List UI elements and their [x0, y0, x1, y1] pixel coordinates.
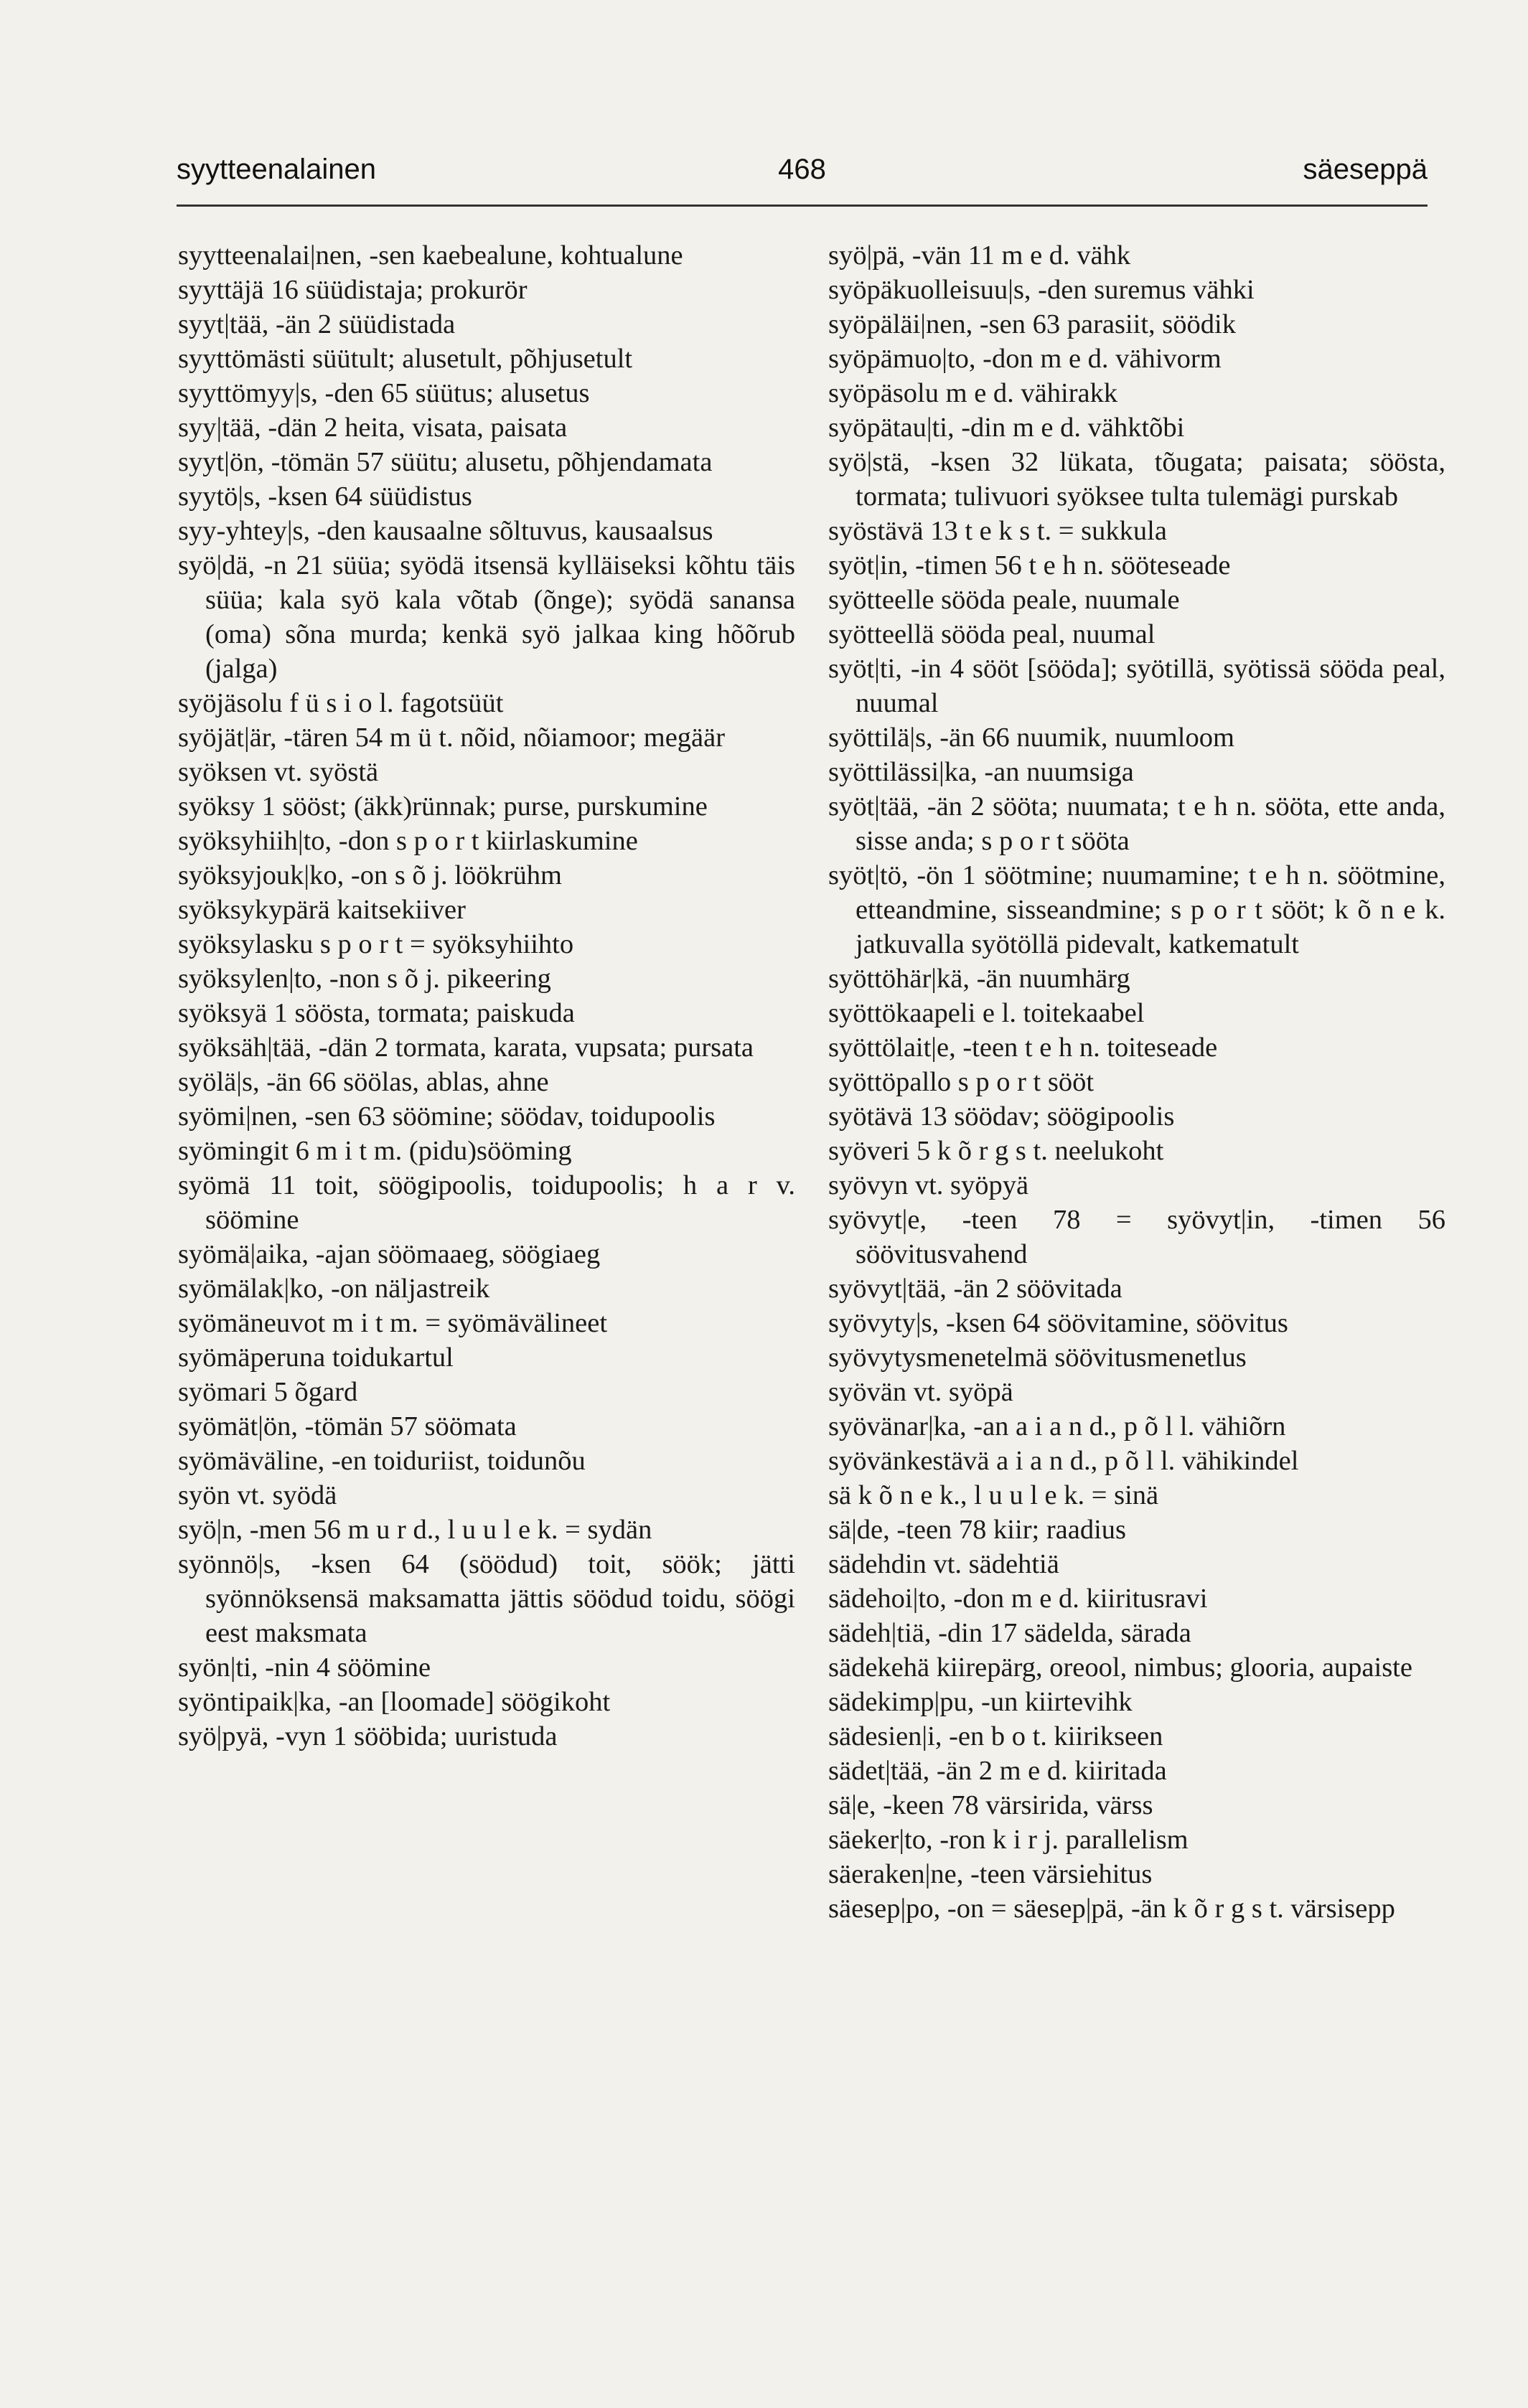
dictionary-entry: syöpäsolu m e d. vähirakk — [828, 378, 1118, 408]
dictionary-entry: säeker|to, -ron k i r j. parallelism — [828, 1825, 1189, 1855]
dictionary-entry: syölä|s, -än 66 söölas, ablas, ahne — [178, 1067, 549, 1097]
dictionary-entry: sädet|tää, -än 2 m e d. kiiritada — [828, 1756, 1167, 1786]
dictionary-entry: syöpämuo|to, -don m e d. vähivorm — [828, 344, 1222, 374]
header-rule — [177, 204, 1428, 207]
dictionary-entry: syö|pyä, -vyn 1 sööbida; uuristuda — [178, 1721, 558, 1751]
dictionary-entry: syöt|tää, -än 2 sööta; nuumata; t e h n. sööta, ette anda, sisse anda; s p o r t sööta — [828, 791, 1445, 856]
dictionary-entry: syöntipaik|ka, -an [loomade] söögikoht — [178, 1687, 611, 1717]
dictionary-entry: syyttäjä 16 süüdistaja; prokurör — [178, 275, 528, 305]
dictionary-entry: syö|pä, -vän 11 m e d. vähk — [828, 240, 1131, 271]
dictionary-entry: syövyt|e, -teen 78 = syövyt|in, -timen 56 söövitusvahend — [828, 1205, 1445, 1269]
dictionary-entry: syöksylen|to, -non s õ j. pikeering — [178, 964, 551, 994]
dictionary-entry: syytö|s, -ksen 64 süüdistus — [178, 481, 472, 512]
dictionary-entry: syöstävä 13 t e k s t. = sukkula — [828, 516, 1167, 546]
dictionary-entry: säeraken|ne, -teen värsiehitus — [828, 1859, 1153, 1889]
right-column — [828, 238, 1445, 1926]
dictionary-entry: syömi|nen, -sen 63 söömine; söödav, toidupoolis — [178, 1101, 716, 1132]
dictionary-entry: syövänar|ka, -an a i a n d., p õ l l. vähiõrn — [828, 1411, 1286, 1441]
dictionary-entry: syöttölait|e, -teen t e h n. toiteseade — [828, 1033, 1218, 1063]
dictionary-entry: syömäneuvot m i t m. = syömävälineet — [178, 1308, 608, 1338]
dictionary-entry: syötävä 13 söödav; söögipoolis — [828, 1101, 1175, 1132]
dictionary-entry: syövän vt. syöpä — [828, 1377, 1013, 1407]
dictionary-entry: syövyn vt. syöpyä — [828, 1170, 1029, 1200]
dictionary-entry: syyttömästi süütult; alusetult, põhjusetult — [178, 344, 633, 374]
dictionary-entry: syöpäkuolleisuu|s, -den suremus vähki — [828, 275, 1255, 305]
header-left-guideword: syytteenalainen — [177, 154, 376, 185]
dictionary-entry: syöttilä|s, -än 66 nuumik, nuumloom — [828, 723, 1234, 753]
dictionary-entry: syöksyhiih|to, -don s p o r t kiirlaskumine — [178, 826, 638, 856]
dictionary-entry: syömälak|ko, -on näljastreik — [178, 1274, 490, 1304]
dictionary-entry: säesep|po, -on = säesep|pä, -än k õ r g s t. värsisepp — [828, 1894, 1395, 1924]
dictionary-entry: sädeh|tiä, -din 17 sädelda, särada — [828, 1618, 1191, 1648]
dictionary-entry: syöttöhär|kä, -än nuumhärg — [828, 964, 1130, 994]
dictionary-entry: syömä|aika, -ajan söömaaeg, söögiaeg — [178, 1239, 601, 1269]
dictionary-entry: syöveri 5 k õ r g s t. neelukoht — [828, 1136, 1164, 1166]
dictionary-entry: syöpäläi|nen, -sen 63 parasiit, söödik — [828, 309, 1236, 339]
dictionary-entry: syöksäh|tää, -dän 2 tormata, karata, vupsata; pursata — [178, 1033, 754, 1063]
dictionary-entry: sädehoi|to, -don m e d. kiiritusravi — [828, 1584, 1208, 1614]
dictionary-entry: syöksen vt. syöstä — [178, 757, 379, 787]
dictionary-entry: sädekimp|pu, -un kiirtevihk — [828, 1687, 1133, 1717]
dictionary-entry: sä|de, -teen 78 kiir; raadius — [828, 1515, 1127, 1545]
dictionary-entry: syyttömyy|s, -den 65 süütus; alusetus — [178, 378, 590, 408]
dictionary-entry: syy|tää, -dän 2 heita, visata, paisata — [178, 413, 568, 443]
dictionary-entry: syöttöpallo s p o r t sööt — [828, 1067, 1095, 1097]
dictionary-entry: syömäperuna toidukartul — [178, 1342, 454, 1373]
dictionary-entry: syöjät|är, -tären 54 m ü t. nõid, nõiamoor; megäär — [178, 723, 726, 753]
dictionary-entry: syöt|ti, -in 4 sööt [sööda]; syötillä, syötissä sööda peal, nuumal — [828, 654, 1445, 718]
dictionary-entry: syöt|tö, -ön 1 söötmine; nuumamine; t e h n. söötmine, etteandmine, sisseandmine; s p o r t sööt; k õ n e k. jatkuvalla syötöllä pidevalt, katkematult — [828, 860, 1445, 959]
page-number: 468 — [778, 154, 826, 185]
dictionary-entry: sä|e, -keen 78 värsirida, värss — [828, 1790, 1153, 1820]
dictionary-entry: syöttilässi|ka, -an nuumsiga — [828, 757, 1134, 787]
dictionary-entry: sädehdin vt. sädehtiä — [828, 1549, 1059, 1579]
dictionary-entry: syön vt. syödä — [178, 1480, 337, 1510]
dictionary-entry: syöjäsolu f ü s i o l. fagotsüüt — [178, 688, 504, 718]
dictionary-entry: syöksylasku s p o r t = syöksyhiihto — [178, 929, 574, 959]
dictionary-entry: syövänkestävä a i a n d., p õ l l. vähikindel — [828, 1446, 1299, 1476]
dictionary-entry: syöksy 1 sööst; (äkk)rünnak; purse, purskumine — [178, 791, 708, 822]
running-head — [177, 154, 1428, 197]
dictionary-entry: syötteellä sööda peal, nuumal — [828, 619, 1156, 649]
dictionary-entry: syyt|ön, -tömän 57 süütu; alusetu, põhjendamata — [178, 447, 713, 477]
dictionary-entry: syöksyjouk|ko, -on s õ j. löökrühm — [178, 860, 562, 890]
dictionary-entry: syömari 5 õgard — [178, 1377, 358, 1407]
dictionary-entry: syöttökaapeli e l. toitekaabel — [828, 998, 1145, 1028]
dictionary-entry: syövyty|s, -ksen 64 söövitamine, söövitus — [828, 1308, 1288, 1338]
dictionary-entry: sä k õ n e k., l u u l e k. = sinä — [828, 1480, 1159, 1510]
dictionary-entry: syömingit 6 m i t m. (pidu)sööming — [178, 1136, 572, 1166]
dictionary-entry: syytteenalai|nen, -sen kaebealune, kohtualune — [178, 240, 683, 271]
dictionary-entry: syövytysmenetelmä söövitusmenetlus — [828, 1342, 1247, 1373]
dictionary-entry: syön|ti, -nin 4 söömine — [178, 1652, 431, 1683]
dictionary-entry: syy-yhtey|s, -den kausaalne sõltuvus, kausaalsus — [178, 516, 713, 546]
dictionary-entry: syönnö|s, -ksen 64 (söödud) toit, söök; jätti syönnöksensä maksamatta jättis söödud toidu, söögi eest maksmata — [178, 1549, 795, 1648]
dictionary-entry: syö|dä, -n 21 süüa; syödä itsensä kylläiseksi kõhtu täis süüa; kala syö kala võtab (õnge); syödä sanansa (oma) sõna murda; kenkä syö jalkaa king hõõrub (jalga) — [178, 550, 795, 684]
dictionary-entry: syö|stä, -ksen 32 lükata, tõugata; paisata; söösta, tormata; tulivuori syöksee tulta tulemägi purskab — [828, 447, 1445, 512]
dictionary-entry: syyt|tää, -än 2 süüdistada — [178, 309, 456, 339]
dictionary-entry: syötteelle sööda peale, nuumale — [828, 585, 1180, 615]
dictionary-entry: syömä 11 toit, söögipoolis, toidupoolis; h a r v. söömine — [178, 1170, 795, 1235]
dictionary-entry: syömäväline, -en toiduriist, toidunõu — [178, 1446, 586, 1476]
dictionary-entry: syövyt|tää, -än 2 söövitada — [828, 1274, 1122, 1304]
left-column — [178, 238, 795, 1754]
dictionary-entry: syömät|ön, -tömän 57 söömata — [178, 1411, 517, 1441]
dictionary-entry: syöpätau|ti, -din m e d. vähktõbi — [828, 413, 1185, 443]
dictionary-entry: sädekehä kiirepärg, oreool, nimbus; glooria, aupaiste — [828, 1652, 1412, 1683]
dictionary-entry: syöksyä 1 söösta, tormata; paiskuda — [178, 998, 575, 1028]
dictionary-entry: syöt|in, -timen 56 t e h n. sööteseade — [828, 550, 1231, 580]
dictionary-entry: syöksykypärä kaitsekiiver — [178, 895, 466, 925]
header-right-guideword: säeseppä — [1303, 154, 1428, 185]
dictionary-entry: syö|n, -men 56 m u r d., l u u l e k. = sydän — [178, 1515, 652, 1545]
dictionary-entry: sädesien|i, -en b o t. kiirikseen — [828, 1721, 1163, 1751]
